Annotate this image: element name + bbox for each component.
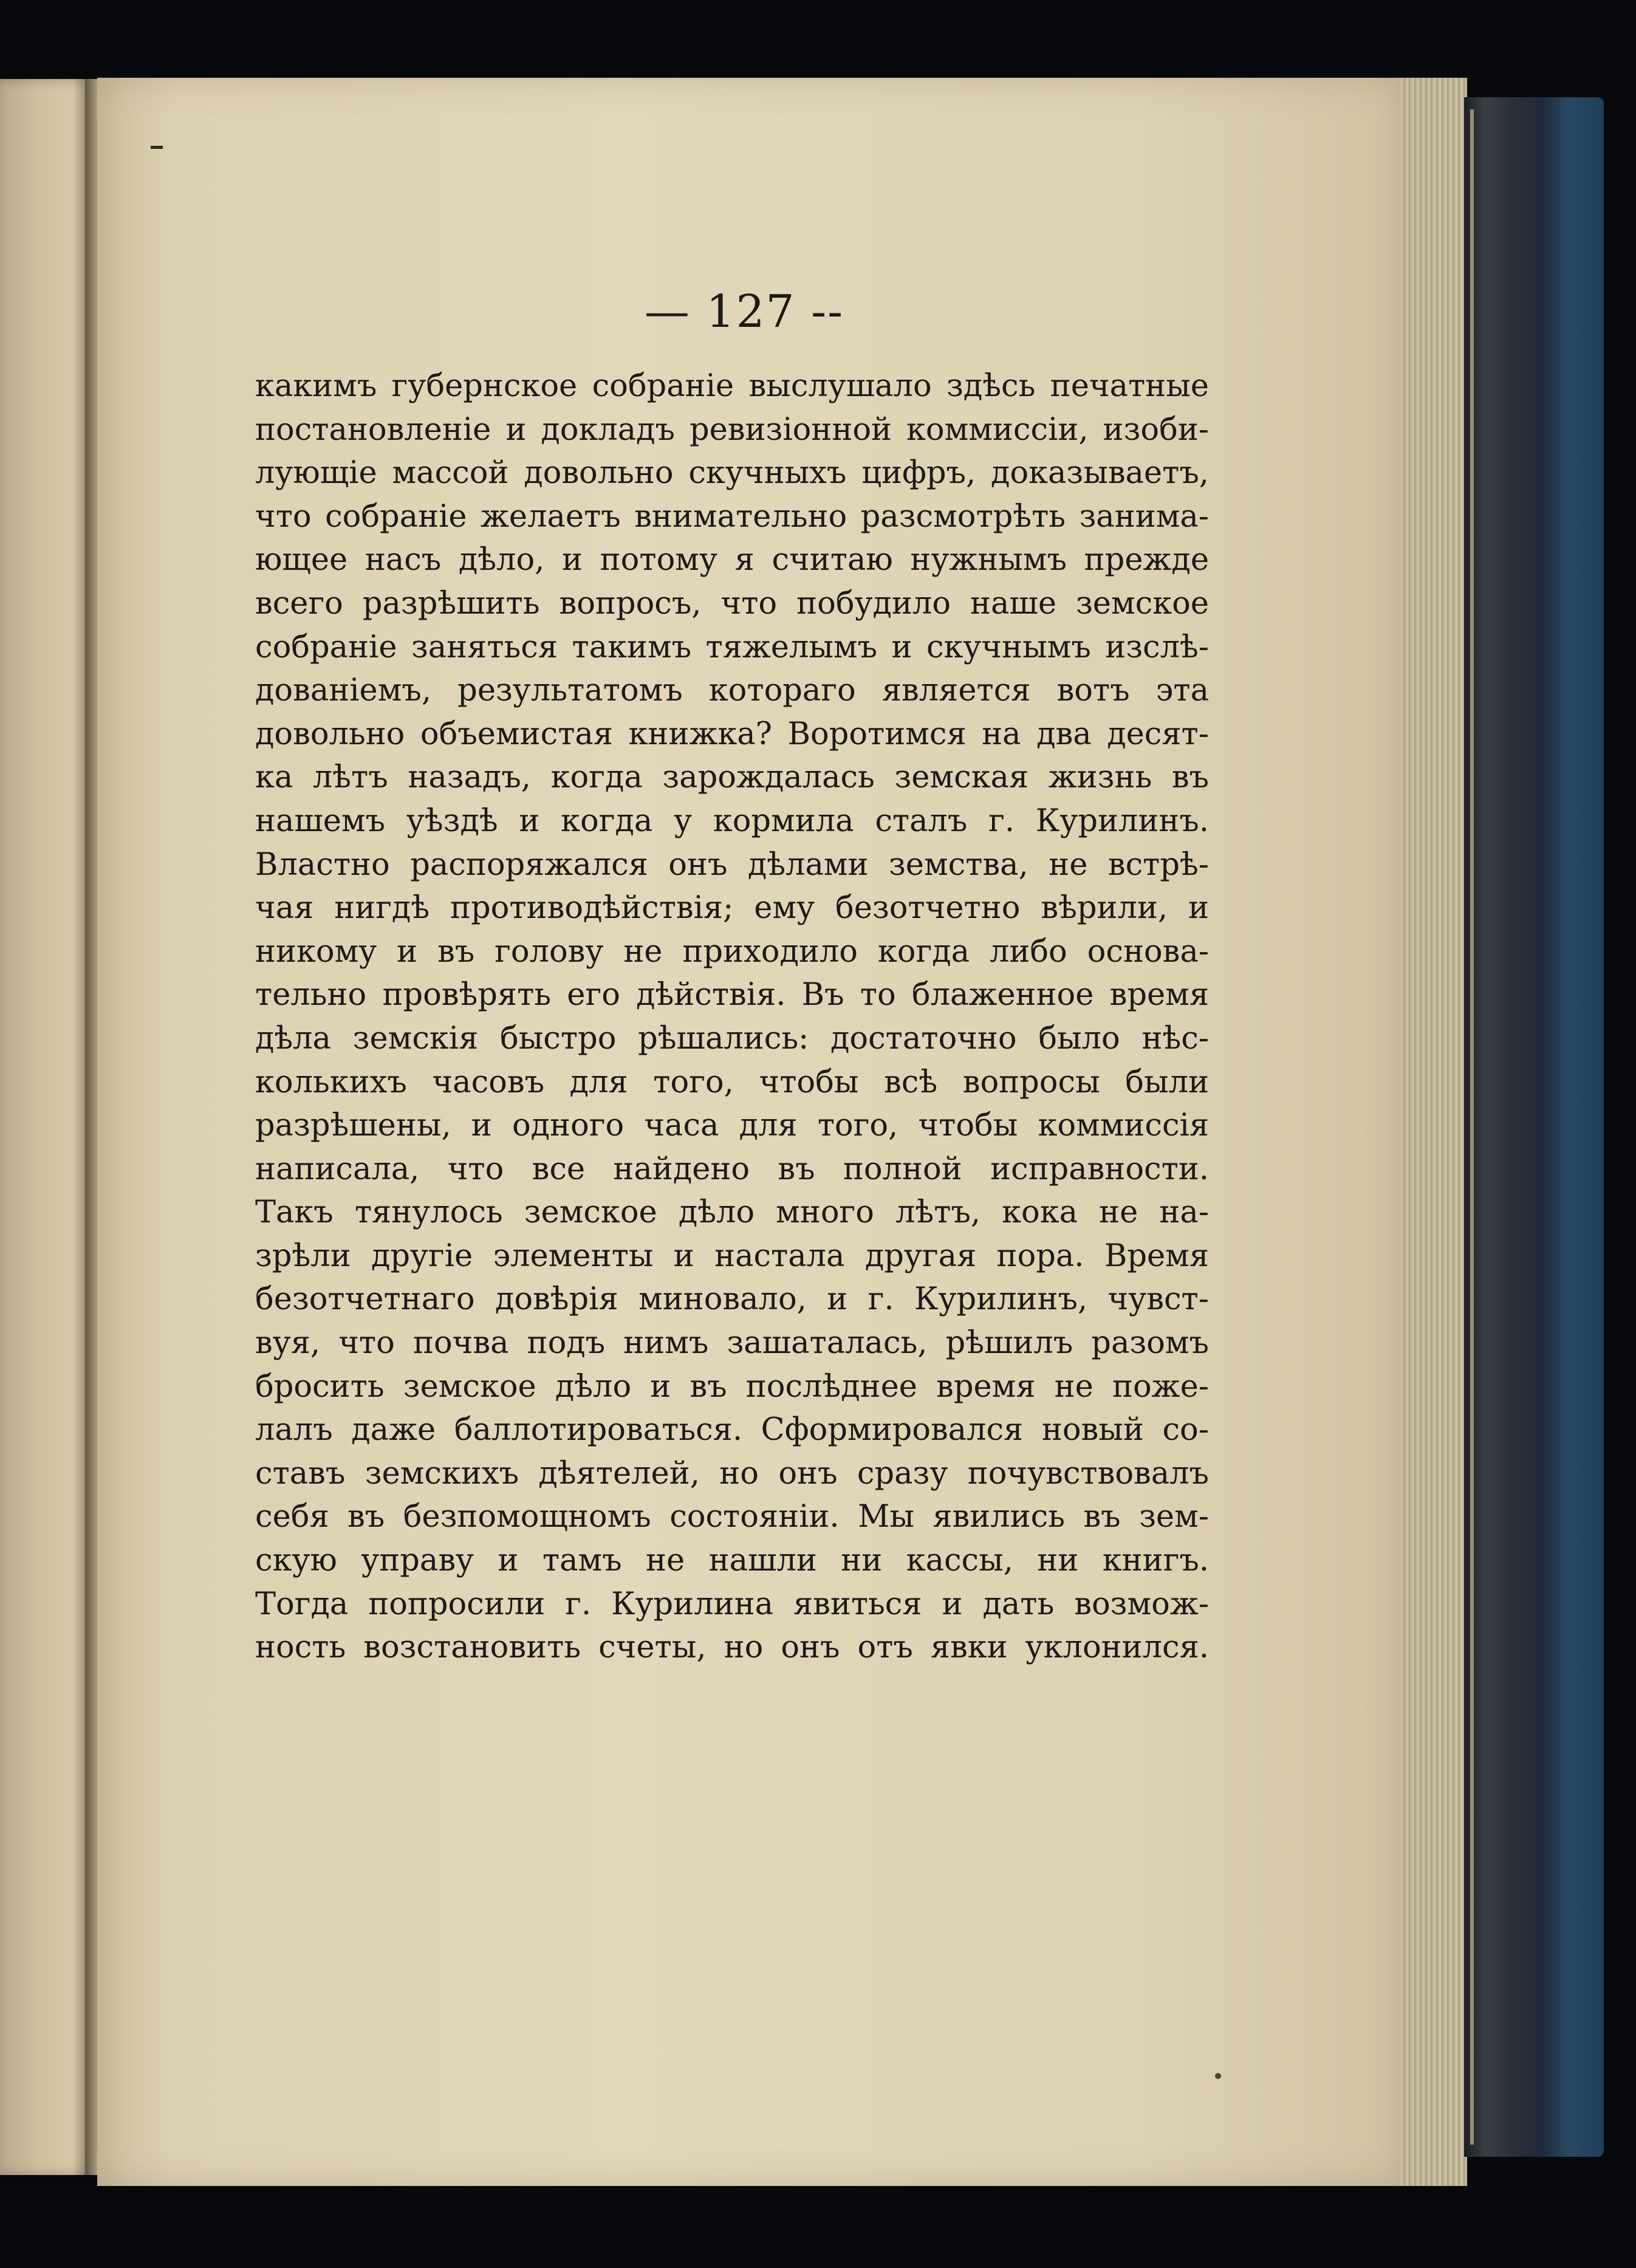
paper-speck [1215, 2073, 1221, 2079]
text-line: себя въ безпомощномъ состояніи. Мы явились въ зем- [255, 1499, 1209, 1535]
text-line: ставъ земскихъ дѣятелей, но онъ сразу почувствовалъ [255, 1455, 1209, 1492]
facing-page-edge [0, 79, 91, 2175]
text-line: ющее насъ дѣло, и потому я считаю нужнымъ прежде [255, 542, 1209, 578]
text-line: тельно провѣрять его дѣйствія. Въ то блаженное время [255, 977, 1209, 1013]
text-line: довольно объемистая книжка? Воротимся на два десят- [255, 716, 1209, 752]
text-line: постановленіе и докладъ ревизіонной коммиссіи, изоби- [255, 411, 1209, 448]
text-line: что собраніе желаетъ внимательно разсмотрѣть занима- [255, 498, 1209, 535]
text-line: ка лѣтъ назадъ, когда зарождалась земская жизнь въ [255, 759, 1209, 796]
text-line: скую управу и тамъ не нашли ни кассы, ни книгъ. [255, 1543, 1209, 1579]
text-line: зрѣли другіе элементы и настала другая пора. Время [255, 1238, 1209, 1274]
text-line: дованіемъ, результатомъ котораго является вотъ эта [255, 673, 1209, 709]
text-line: Тогда попросили г. Курилина явиться и дать возмож- [255, 1586, 1209, 1622]
text-line: разрѣшены, и одного часа для того, чтобы коммиссія [255, 1108, 1209, 1144]
text-line: нашемъ уѣздѣ и когда у кормила сталъ г. Курилинъ. [255, 803, 1209, 839]
text-line: колькихъ часовъ для того, чтобы всѣ вопросы были [255, 1064, 1209, 1100]
text-line: безотчетнаго довѣрія миновало, и г. Курилинъ, чувст- [255, 1281, 1209, 1318]
text-line: чая нигдѣ противодѣйствія; ему безотчетно вѣрили, и [255, 890, 1209, 927]
text-line: Властно распоряжался онъ дѣлами земства, не встрѣ- [255, 846, 1209, 883]
text-line: Такъ тянулось земское дѣло много лѣтъ, кока не на- [255, 1194, 1209, 1231]
text-line: лалъ даже баллотироваться. Сформировался новый со- [255, 1412, 1209, 1448]
text-line: написала, что все найдено въ полной исправности. [255, 1151, 1209, 1187]
margin-mark [151, 146, 163, 149]
body-text [255, 365, 1209, 1670]
text-line: какимъ губернское собраніе выслушало здѣсь печатные [255, 368, 1209, 404]
text-line: ность возстановить счеты, но онъ отъ явки уклонился. [255, 1629, 1209, 1666]
page-stack-edges [1400, 78, 1467, 2186]
text-line: лующіе массой довольно скучныхъ цифръ, доказываетъ, [255, 455, 1209, 492]
text-line: собраніе заняться такимъ тяжелымъ и скучнымъ изслѣ- [255, 629, 1209, 665]
text-line: всего разрѣшить вопросъ, что побудило наше земское [255, 585, 1209, 622]
page-number: — 127 -- [644, 286, 844, 338]
text-line: бросить земское дѣло и въ послѣднее время не поже- [255, 1368, 1209, 1405]
text-line: вуя, что почва подъ нимъ зашаталась, рѣшилъ разомъ [255, 1325, 1209, 1362]
text-line: дѣла земскія быстро рѣшались: достаточно было нѣс- [255, 1020, 1209, 1057]
book-cover-edge [1464, 97, 1604, 2157]
cover-inner-line [1470, 109, 1474, 2145]
text-line: никому и въ голову не приходило когда либо основа- [255, 933, 1209, 970]
